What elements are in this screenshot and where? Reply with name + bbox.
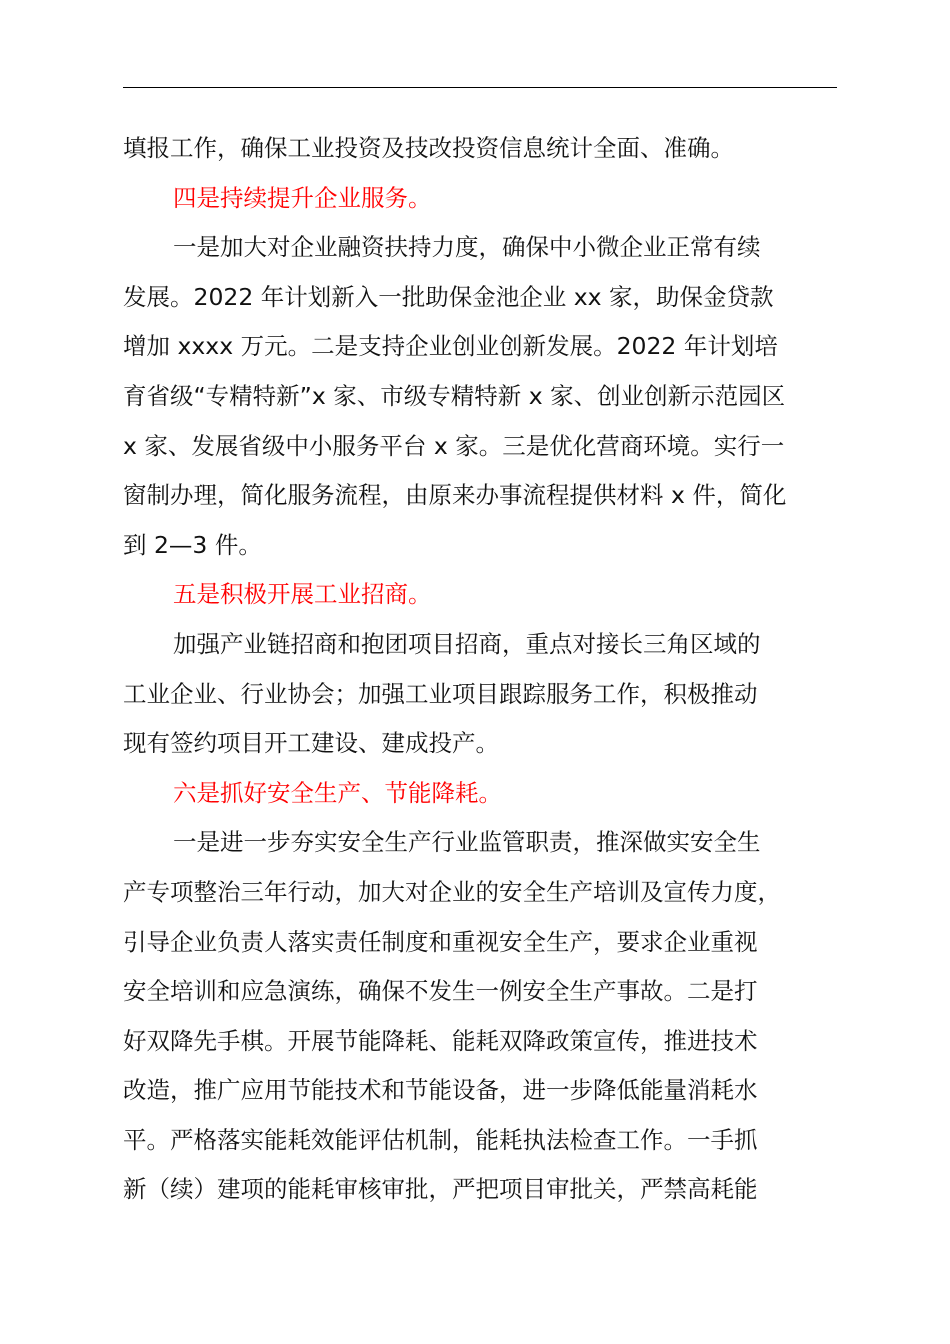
- body-line-18: 安全培训和应急演练，确保不发生一例安全生产事故。二是打: [123, 977, 758, 1006]
- body-line-9: 到 2—3 件。: [123, 530, 262, 559]
- body-line-17: 引导企业负责人落实责任制度和重视安全生产，要求企业重视: [123, 927, 758, 956]
- body-line-3: 一是加大对企业融资扶持力度，确保中小微企业正常有续: [173, 233, 761, 262]
- body-line-6: 育省级“专精特新”x 家、市级专精特新 x 家、创业创新示范园区: [123, 381, 786, 410]
- body-line-1: 填报工作，确保工业投资及技改投资信息统计全面、准确。: [123, 134, 734, 162]
- body-line-4: 发展。2022 年计划新入一批助保金池企业 xx 家，助保金贷款: [123, 282, 774, 311]
- body-line-5: 增加 xxxx 万元。二是支持企业创业创新发展。2022 年计划培: [123, 332, 778, 361]
- body-line-22: 新（续）建项的能耗审核审批，严把项目审批关，严禁高耗能: [123, 1175, 758, 1204]
- section-heading-6: 六是抓好安全生产、节能降耗。: [173, 778, 502, 807]
- body-line-7: x 家、发展省级中小服务平台 x 家。三是优化营商环境。实行一: [123, 431, 785, 460]
- body-line-19: 好双降先手棋。开展节能降耗、能耗双降政策宣传，推进技术: [123, 1026, 758, 1055]
- body-line-16: 产专项整治三年行动，加大对企业的安全生产培训及宣传力度，: [123, 877, 781, 906]
- section-heading-4: 四是持续提升企业服务。: [173, 183, 432, 212]
- header-rule: [123, 87, 837, 88]
- section-heading-5: 五是积极开展工业招商。: [173, 580, 432, 609]
- body-line-20: 改造，推广应用节能技术和节能设备，进一步降低能量消耗水: [123, 1076, 758, 1105]
- body-line-15: 一是进一步夯实安全生产行业监管职责，推深做实安全生: [173, 828, 761, 857]
- document-body: [123, 124, 837, 1215]
- body-line-8: 窗制办理，简化服务流程，由原来办事流程提供材料 x 件，简化: [123, 481, 787, 510]
- body-line-11: 加强产业链招商和抱团项目招商，重点对接长三角区域的: [173, 629, 761, 658]
- body-line-12: 工业企业、行业协会；加强工业项目跟踪服务工作，积极推动: [123, 679, 758, 708]
- body-line-13: 现有签约项目开工建设、建成投产。: [123, 729, 499, 758]
- body-line-21: 平。严格落实能耗效能评估机制，能耗执法检查工作。一手抓: [123, 1125, 758, 1154]
